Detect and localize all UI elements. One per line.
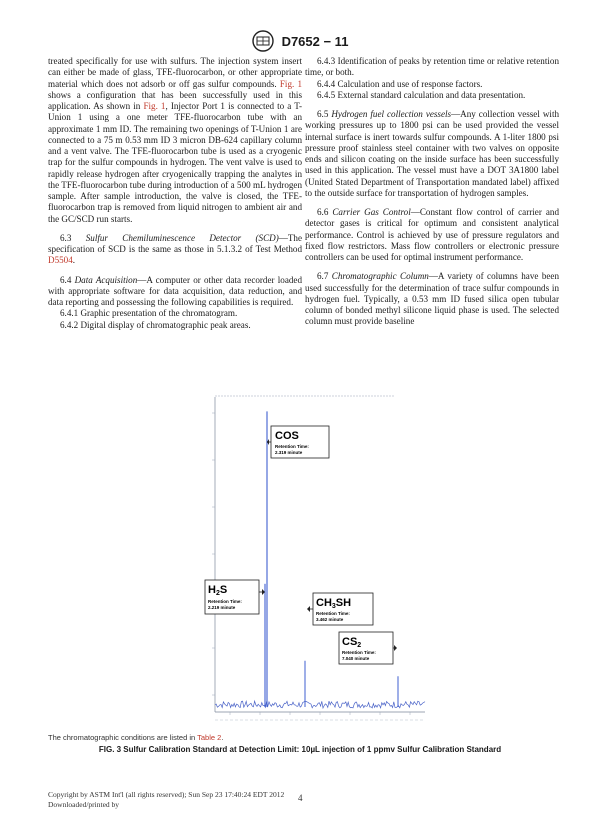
section-6-5: 6.5 Hydrogen fuel collection vessels—Any collection vessel with working pressures up to 1800 psi can be used provided the vessel internal surface is inert towards sulfur compounds. A 1-liter 1800 psi pressure proof stainless steel container with two valves on opposite ends and silicon coating on the inside surface has been successfully used in this application. The vessel must have a DOT 3A1800 label (United Stated Department of Transportation mandated label) affixed to the outside surface for transportation of hydrogen samples. <box>305 109 560 198</box>
label-ch3sh <box>307 593 373 625</box>
svg-text:2.319 minute: 2.319 minute <box>275 450 303 455</box>
x-ticks <box>230 712 410 715</box>
fig-1-link-2[interactable]: Fig. 1 <box>143 101 166 111</box>
svg-text:H2S: H2S <box>208 584 228 597</box>
copyright-footer: Copyright by ASTM Int'l (all rights reserved); Sun Sep 23 17:40:24 EDT 2012 Downloaded/printed by <box>48 790 285 809</box>
d5504-link[interactable]: D5504 <box>48 255 73 266</box>
table-2-link[interactable]: Table 2 <box>197 733 222 742</box>
section-6-7: 6.7 Chromatographic Column—A variety of columns have been used successfully for the determination of trace sulfur compounds in hydrogen fuel. Typically, a 0.53 mm ID fused silica open tubular column of bonded methyl silicone liquid phase is used. The selected column must provide baseline <box>305 271 559 327</box>
section-6-4-2: 6.4.2 Digital display of chromatographic peak areas. <box>60 319 251 330</box>
astm-logo-icon <box>252 30 274 52</box>
standard-designation: D7652 − 11 <box>281 33 349 49</box>
right-column <box>305 56 559 328</box>
figure-caption: FIG. 3 Sulfur Calibration Standard at Detection Limit: 10µL injection of 1 ppmv Sulfur Calibration Standard <box>98 745 502 754</box>
section-6-3: 6.3 Sulfur Chemiluminescence Detector (SCD)—The specification of SCD is the same as those in 5.1.3.2 of Test Method D5504. <box>48 232 303 266</box>
section-6-4-4: 6.4.4 Calculation and use of response factors. <box>317 78 483 89</box>
svg-text:COS: COS <box>275 430 299 442</box>
svg-text:CH3SH: CH3SH <box>316 597 352 610</box>
chromatogram-baseline <box>215 701 425 708</box>
section-6-4-5: 6.4.5 External standard calculation and data presentation. <box>317 89 526 100</box>
svg-text:Retention Time:: Retention Time: <box>342 650 376 655</box>
page-header <box>0 30 600 52</box>
label-cs2 <box>339 632 397 664</box>
section-6-6: 6.6 Carrier Gas Control—Constant flow control of carrier and detector gases is critical for optimum and consistent analytical performance. Control is achieved by use of pressure regulators and fixed flow restrictors. Mass flow controllers or electronic pressure controllers can be used for optimal instrument performance. <box>305 207 559 262</box>
y-ticks <box>212 413 215 695</box>
svg-text:7.040 minute: 7.040 minute <box>342 656 370 661</box>
label-cos <box>267 426 329 458</box>
label-h2s <box>205 580 265 614</box>
chromatogram-figure <box>185 387 435 727</box>
left-column <box>48 56 302 331</box>
fig-1-link[interactable]: Fig. 1 <box>279 78 302 89</box>
svg-text:Retention Time:: Retention Time: <box>208 599 242 604</box>
svg-text:Retention Time:: Retention Time: <box>275 444 309 449</box>
svg-text:CS2: CS2 <box>342 636 362 649</box>
chromatogram-plot <box>185 387 435 727</box>
page-number: 4 <box>298 793 303 803</box>
section-6-4: 6.4 Data Acquisition—A computer or other data recorder loaded with appropriate software for data acquisition, data reduction, and data reporting and possessing the following capabilities is required. <box>48 274 302 307</box>
section-6-4-1: 6.4.1 Graphic presentation of the chromatogram. <box>60 308 238 319</box>
paragraph-injection-system: treated specifically for use with sulfurs. The injection system insert can either be made of glass, TFE-fluorocarbon, or other appropriate material which does not adsorb or off gas sulfur compounds. Fig. 1 shows a configuration that has been successfully used in this application. As shown in Fig. 1, Injector Port 1 is connected to a T-Union 1 using a one meter TFE-fluorocarbon tube with an approximate 1 mm ID. The remaining two openings of T-Union 1 are connected to a 75 m 0.53 mm ID 3 micron DB-624 capillary column and a vent valve. The TFE-fluorocarbon tube is used as a cryogenic trap for the sulfur compounds in hydrogen. The vent valve is used to rapidly release hydrogen after cryogenically trapping the analytes in the TFE-fluorocarbon tube during introduction of a 500 mL hydrogen sample. After sample introduction, the valve is closed, the TFE-fluorocarbon trap is removed from liquid nitrogen to ambient air and the GC/SCD run starts. <box>48 56 303 224</box>
svg-text:Retention Time:: Retention Time: <box>316 611 350 616</box>
section-6-4-3: 6.4.3 Identification of peaks by retention time or relative retention time, or both. <box>305 56 559 78</box>
svg-text:3.462 minute: 3.462 minute <box>316 617 344 622</box>
svg-text:2.219 minute: 2.219 minute <box>208 605 236 610</box>
figure-note: The chromatographic conditions are listed in Table 2. <box>48 733 224 742</box>
